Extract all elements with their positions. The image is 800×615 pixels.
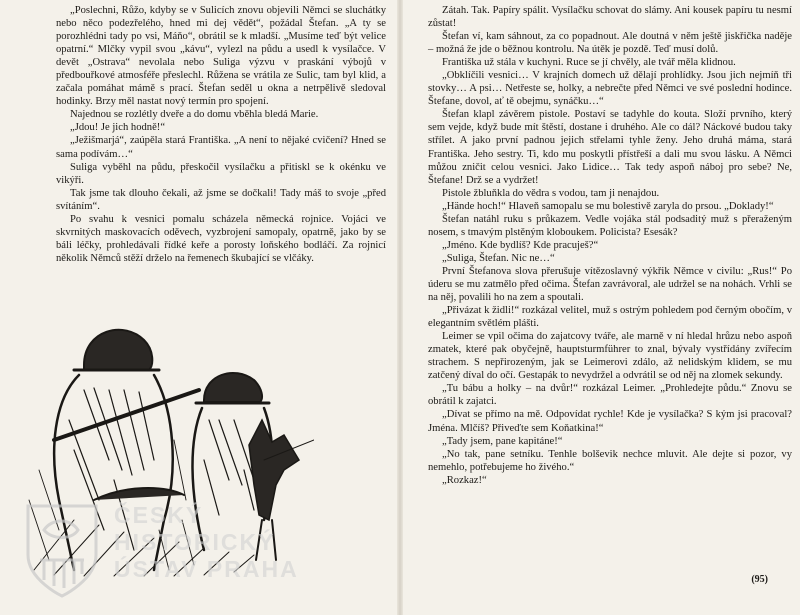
paragraph: „Tady jsem, pane kapitáne!“ (442, 435, 563, 447)
paragraph: „No tak, pane setníku. Tenhle bolševik nechce mluvit. Ale dejte si pozor, vy nemehlo, potřebujeme ho živého.“ (428, 448, 792, 473)
lion-emblem-icon (22, 500, 102, 600)
paragraph: Františka už stála v kuchyni. Ruce se jí chvěly, ale tvář měla klidnou. (442, 57, 736, 69)
paragraph: Štefan ví, kam sáhnout, za co popadnout. Ale doutná v něm ještě jiskřička naděje – možná že jde o běžnou kontrolu. Na útěk je pozdě. Teď musí dolů. (428, 31, 792, 56)
paragraph: Po svahu k vesnici pomalu scházela německá rojnice. Vojáci ve skvrnitých maskovacích oděvech, vyzbrojení samopaly, opatrně, jako by se báli léčky, prohledávali řídké keře a porosty loňského bodláčí. Za rojnicí několik Němců stěží drželo na řemenech škubající se vlčáky. (56, 213, 386, 264)
paragraph: „Obklíčili vesnici… V krajních domech už dělají prohlídky. Jsou jich nejmíň tři stovky… A psi… Netřeste se, holky, a nebrečte před Němci ve své poslední hodince. Štefane, dovol, ať tě obejmu, synáčku…“ (428, 70, 792, 108)
watermark-line: ÚSTAV PRAHA (114, 556, 299, 582)
paragraph: „Ježišmarjá“, zaúpěla stará Františka. „A není to nějaké cvičení? Hned se sama podívám…“ (56, 135, 386, 160)
paragraph: Štefan klapl závěrem pistole. Postaví se tadyhle do kouta. Složí prvního, který sem vejde, když bude mít štěstí, dostane i druhého. Ale co dál? Náckové budou taky střílet. A jako první padnou jejich střelami tyhle ženy. Jeho druhá máma, stará Františka. Jeho sestry. Ti, kdo mu poskytli přístřeší a dali mu svou lásku. A Němci můžou zničit celou vesnici. Jako Lidice… Tak tedy aspoň náboj pro sebe? Ne, Štefane! Drž se a vydržet! (428, 109, 792, 186)
watermark-line: ČESKÝ (114, 502, 204, 528)
paragraph: Tak jsme tak dlouho čekali, až jsme se dočkali! Tady máš to svoje „před svítáním“. (56, 187, 386, 212)
paragraph: „Tu bábu a holky – na dvůr!“ rozkázal Leimer. „Prohledejte půdu.“ Znovu se obrátil k zajatci. (428, 383, 792, 408)
right-page (400, 0, 800, 615)
paragraph: „Poslechni, Růžo, kdyby se v Sulicích znovu objevili Němci se sluchátky nebo něco podezřelého, hned mi dej vědět“, požádal Štefan. „A ty se porozhlédni tady po vsi, Máňo“, obrátil se k mladší. „Musíme teď být velice opatrní.“ Mlčky vypil svou „kávu“, vylezl na půdu a usedl k vysílačce. V devět „Ostrava“ nevolala nebo Suliga výzvu v praskání výbojů v předbouřkové atmosféře přeslechl. Růžena se vrátila ze Sulic, tam byl klid, a začala pomáhat mámě s prací. Štefan seděl u okna a netrpělivě sledoval hodinky. Brzy měl nastat nový termín pro spojení. (56, 5, 386, 108)
page-number: (95) (751, 574, 768, 585)
paragraph: „Jdou! Je jich hodně!“ (70, 122, 166, 134)
watermark-line: HISTORICKÝ (114, 529, 276, 555)
paragraph: Pistole žbluňkla do vědra s vodou, tam ji nenajdou. (442, 187, 660, 199)
paragraph: „Hände hoch!“ Hlaveň samopalu se mu bolestivě zaryla do prsou. „Doklady!“ (442, 200, 774, 212)
paragraph: Leimer se vpil očima do zajatcovy tváře, ale marně v ní hledal hrůzu nebo aspoň zmatek, které pak obyčejně, hauptsturmführer to znal, bývaly vystřídány zvířecím strachem. S nepřirozeným, jak se Leimerovi zdálo, až nelidským klidem, se mu zatčený díval do očí. Gestapák to nevydržel a odvrátil se od něj na zlomek sekundy. (428, 331, 792, 382)
paragraph: „Rozkaz!“ (442, 474, 487, 486)
paragraph: „Přivázat k židli!“ rozkázal velitel, muž s ostrým pohledem pod černým obočím, v elegantním světlém plášti. (428, 305, 792, 330)
paragraph: „Suliga, Štefan. Nic ne…“ (442, 252, 555, 264)
watermark-text (114, 502, 324, 583)
paragraph: Zátah. Tak. Papíry spálit. Vysílačku schovat do slámy. Ani kousek papíru tu nesmí zůstat! (428, 5, 792, 30)
paragraph: První Štefanova slova přerušuje vítězoslavný výkřik Němce v civilu: „Rus!“ Po úderu se mu zatmělo před očima. Štefan zavrávoral, ale udržel se na nohách. Vrhli se na něj, povalili ho na zem a spoutali. (428, 265, 792, 304)
paragraph: Najednou se rozlétly dveře a do domu vběhla bledá Marie. (70, 109, 319, 121)
paragraph: Suliga vyběhl na půdu, přeskočil vysílačku a přitiskl se k okénku ve vikýři. (56, 161, 386, 186)
paragraph: „Jméno. Kde bydlíš? Kde pracuješ?“ (442, 239, 599, 251)
paragraph: „Dívat se přímo na mě. Odpovídat rychle! Kde je vysílačka? S kým jsi pracoval? Jména. Mlčíš? Přiveďte sem Koňatkina!“ (428, 409, 792, 434)
paragraph: Štefan natáhl ruku s průkazem. Vedle vojáka stál podsaditý muž s přeraženým nosem, s tmavým plstěným kloboukem. Policista? Esesák? (428, 213, 792, 238)
institution-watermark (22, 500, 322, 612)
